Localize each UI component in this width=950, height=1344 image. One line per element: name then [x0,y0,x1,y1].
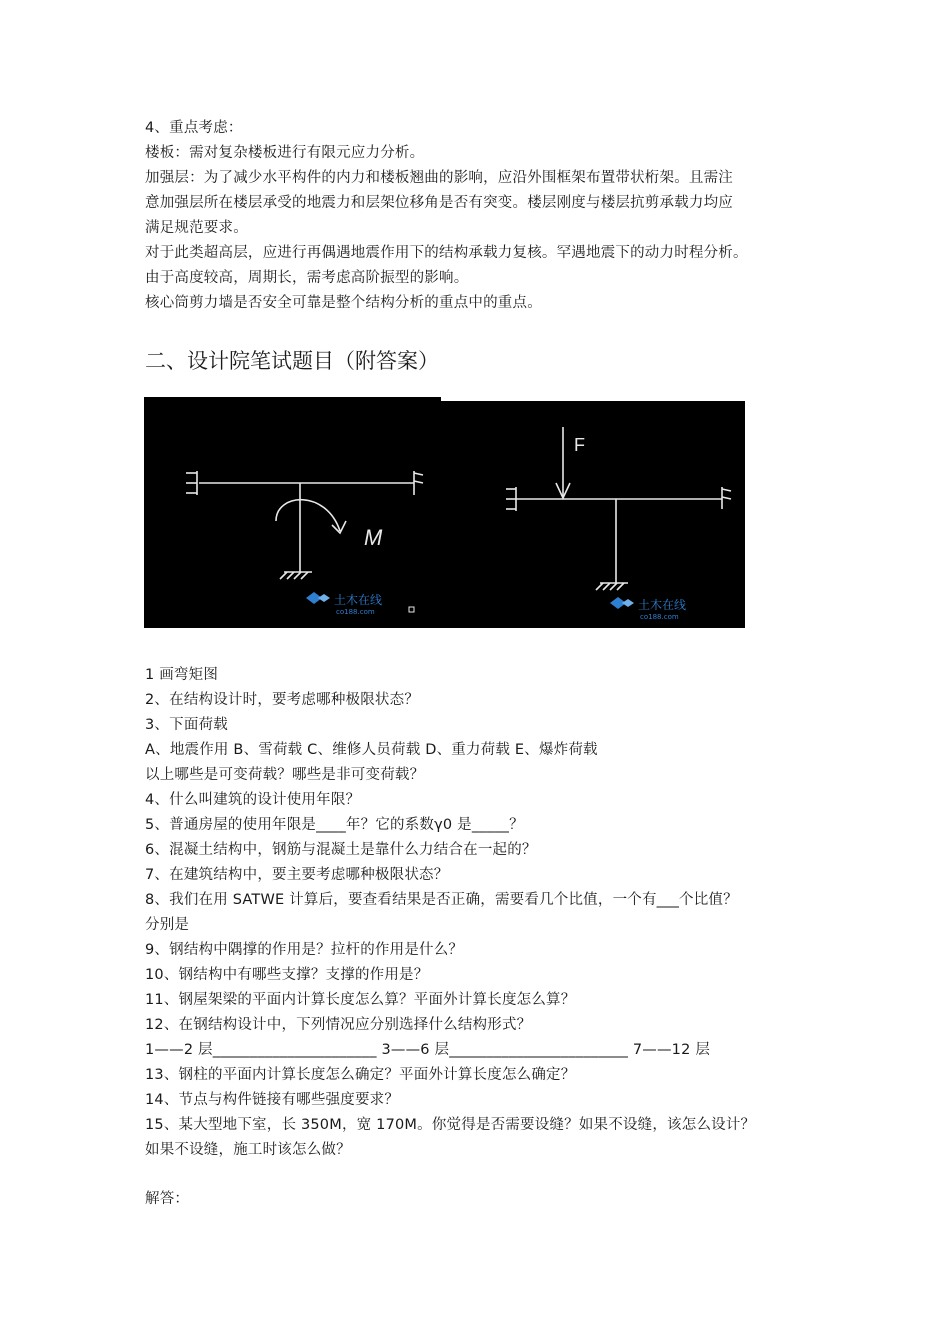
watermark-brand: 土木在线 [638,598,687,612]
question-line: 1 画弯矩图 [145,667,219,683]
watermark-brand: 土木在线 [334,593,383,607]
figure-edge [441,397,745,401]
question-line: 6、混凝土结构中，钢筋与混凝土是靠什么力结合在一起的？ [145,842,537,858]
question-line: 1——2 层______________________ 3——6 层________________________ 7——12 层 [145,1042,711,1058]
question-line: 5、普通房屋的使用年限是____年？它的系数γ0 是_____？ [145,817,524,833]
question-line: A、地震作用 B、雪荷载 C、维修人员荷载 D、重力荷载 E、爆炸荷载 [145,742,598,758]
text-line: 意加强层所在楼层承受的地震力和层架位移角是否有突变。楼层刚度与楼层抗剪承载力均应 [145,195,733,211]
text-line: 对于此类超高层，应进行再偶遇地震作用下的结构承载力复核。罕遇地震下的动力时程分析。 [145,245,748,261]
text-line: 满足规范要求。 [145,220,248,236]
question-line: 2、在结构设计时，要考虑哪种极限状态？ [145,692,420,708]
text-line: 4、重点考虑： [145,120,243,136]
question-line: 4、什么叫建筑的设计使用年限？ [145,792,361,808]
question-line: 9、钢结构中隅撑的作用是？拉杆的作用是什么？ [145,942,464,958]
question-line: 11、钢屋架梁的平面内计算长度怎么算？平面外计算长度怎么算？ [145,992,576,1008]
question-line: 7、在建筑结构中，要主要考虑哪种极限状态？ [145,867,449,883]
right-frame-diagram [506,427,731,590]
text-line: 加强层：为了减少水平构件的内力和楼板翘曲的影响，应沿外围框架布置带状桁架。且需注 [145,170,733,186]
question-line: 如果不设缝，施工时该怎么做？ [145,1142,351,1158]
question-line: 12、在钢结构设计中，下列情况应分别选择什么结构形式？ [145,1017,532,1033]
moment-label: M [364,525,383,550]
left-frame-diagram [186,471,423,579]
text-line: 楼板：需对复杂楼板进行有限元应力分析。 [145,145,425,161]
structure-diagram [144,397,745,628]
question-line: 分别是 [145,917,190,933]
question-line: 13、钢柱的平面内计算长度怎么确定？平面外计算长度怎么确定？ [145,1067,576,1083]
right-watermark [610,597,686,621]
question-line: 8、我们在用 SATWE 计算后，要查看结果是否正确，需要看几个比值，一个有___个比值？ [145,892,738,908]
left-watermark [306,592,414,616]
question-line: 14、节点与构件链接有哪些强度要求？ [145,1092,400,1108]
text-line: 由于高度较高，周期长，需考虑高阶振型的影响。 [145,270,469,286]
section-heading: 二、设计院笔试题目（附答案） [145,349,439,373]
watermark-url: co188.com [336,608,375,616]
question-line: 以上哪些是可变荷载？哪些是非可变荷载？ [145,767,425,783]
question-line: 15、某大型地下室，长 350M，宽 170M。你觉得是否需要设缝？如果不设缝，该怎么设计？ [145,1117,756,1133]
watermark-url: co188.com [640,613,679,621]
question-line: 3、下面荷载 [145,717,228,733]
structure-figure [144,397,745,628]
answer-label: 解答： [145,1191,190,1207]
question-line: 10、钢结构中有哪些支撑？支撑的作用是？ [145,967,429,983]
text-line: 核心筒剪力墙是否安全可靠是整个结构分析的重点中的重点。 [145,295,542,311]
force-label: F [574,435,585,455]
